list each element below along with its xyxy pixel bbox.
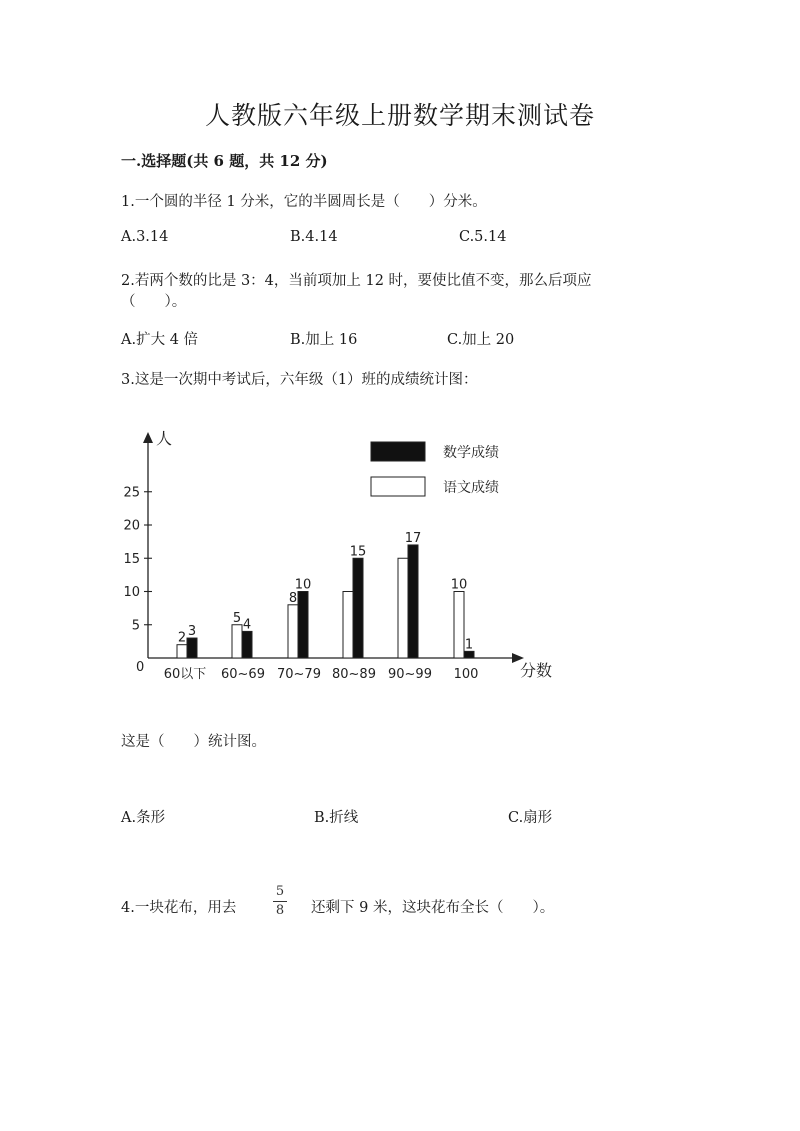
x-category-label: 60以下 — [163, 667, 207, 682]
section-heading: 一.选择题(共 6 题，共 12 分) — [121, 152, 328, 170]
question-3-option-c: C.扇形 — [508, 810, 553, 826]
y-tick-label: 20 — [123, 518, 140, 534]
math-score-bar — [242, 631, 252, 658]
fraction-denominator: 8 — [275, 903, 285, 918]
question-2-option-b: B.加上 16 — [290, 332, 358, 348]
x-category-label: 60~69 — [221, 667, 265, 682]
chinese-score-bar — [398, 558, 408, 658]
question-1-option-a: A.3.14 — [121, 229, 169, 245]
x-category-label: 80~89 — [332, 667, 376, 682]
chart-bars — [177, 545, 474, 658]
question-2-stem-line-2: （ ）。 — [121, 294, 187, 310]
y-tick-label: 15 — [123, 551, 140, 567]
bar-data-label: 15 — [349, 544, 367, 560]
question-3-option-a: A.条形 — [121, 810, 166, 826]
x-category-label: 100 — [453, 667, 479, 682]
question-1-stem: 1.一个圆的半径 1 分米，它的半圆周长是（ ）分米。 — [121, 194, 487, 210]
question-3-follow-up: 这是（ ）统计图。 — [121, 734, 266, 750]
fraction-bar — [273, 901, 287, 902]
y-tick-label: 10 — [123, 585, 140, 600]
x-axis-label: 分数 — [520, 661, 553, 680]
bar-data-label: 17 — [404, 530, 422, 546]
chart-category-labels — [164, 667, 479, 682]
x-category-label: 90~99 — [388, 667, 432, 682]
bar-data-label: 4 — [242, 617, 252, 633]
math-score-bar — [353, 558, 363, 658]
legend-swatch-math — [371, 442, 425, 461]
origin-label: 0 — [136, 660, 145, 675]
legend-swatch-chinese — [371, 477, 425, 496]
question-4-stem-start: 4.一块花布，用去 — [121, 900, 237, 916]
bar-data-label: 3 — [187, 624, 197, 640]
x-category-label: 70~79 — [277, 667, 321, 682]
chinese-score-bar — [232, 625, 242, 658]
y-axis-arrow — [143, 432, 153, 443]
math-score-bar — [408, 545, 418, 658]
bar-data-label: 10 — [294, 577, 312, 593]
y-tick-label: 25 — [123, 485, 140, 501]
question-2-stem-line-1: 2.若两个数的比是 3：4，当前项加上 12 时，要使比值不变，那么后项应 — [121, 273, 592, 289]
fraction-numerator: 5 — [275, 884, 285, 899]
question-1-option-b: B.4.14 — [290, 229, 338, 245]
math-score-bar — [298, 592, 308, 659]
bar-data-label: 5 — [232, 610, 242, 626]
chinese-score-bar — [454, 592, 464, 659]
bar-data-label: 10 — [450, 577, 468, 593]
chinese-score-bar — [343, 592, 353, 659]
chart-legend — [371, 442, 499, 496]
bar-data-label: 8 — [288, 590, 298, 606]
y-tick-label: 5 — [131, 618, 140, 634]
question-2-option-a: A.扩大 4 倍 — [121, 332, 199, 348]
math-score-bar — [187, 638, 197, 658]
legend-label-chinese: 语文成绩 — [443, 480, 499, 496]
page-title: 人教版六年级上册数学期末测试卷 — [204, 101, 595, 130]
fraction — [271, 884, 289, 919]
question-3-option-b: B.折线 — [314, 810, 359, 826]
question-2-option-c: C.加上 20 — [447, 332, 515, 348]
bar-data-label: 2 — [177, 630, 187, 646]
legend-label-math: 数学成绩 — [443, 445, 499, 461]
question-1-option-c: C.5.14 — [459, 229, 507, 245]
bar-data-label: 1 — [464, 637, 474, 653]
chinese-score-bar — [177, 645, 187, 658]
chart-data-labels — [178, 531, 473, 652]
question-3-stem: 3.这是一次期中考试后，六年级（1）班的成绩统计图： — [121, 372, 478, 388]
question-4-stem-end: 还剩下 9 米，这块花布全长（ ）。 — [311, 900, 555, 916]
chinese-score-bar — [288, 605, 298, 658]
y-axis-label: 人 — [156, 429, 173, 448]
